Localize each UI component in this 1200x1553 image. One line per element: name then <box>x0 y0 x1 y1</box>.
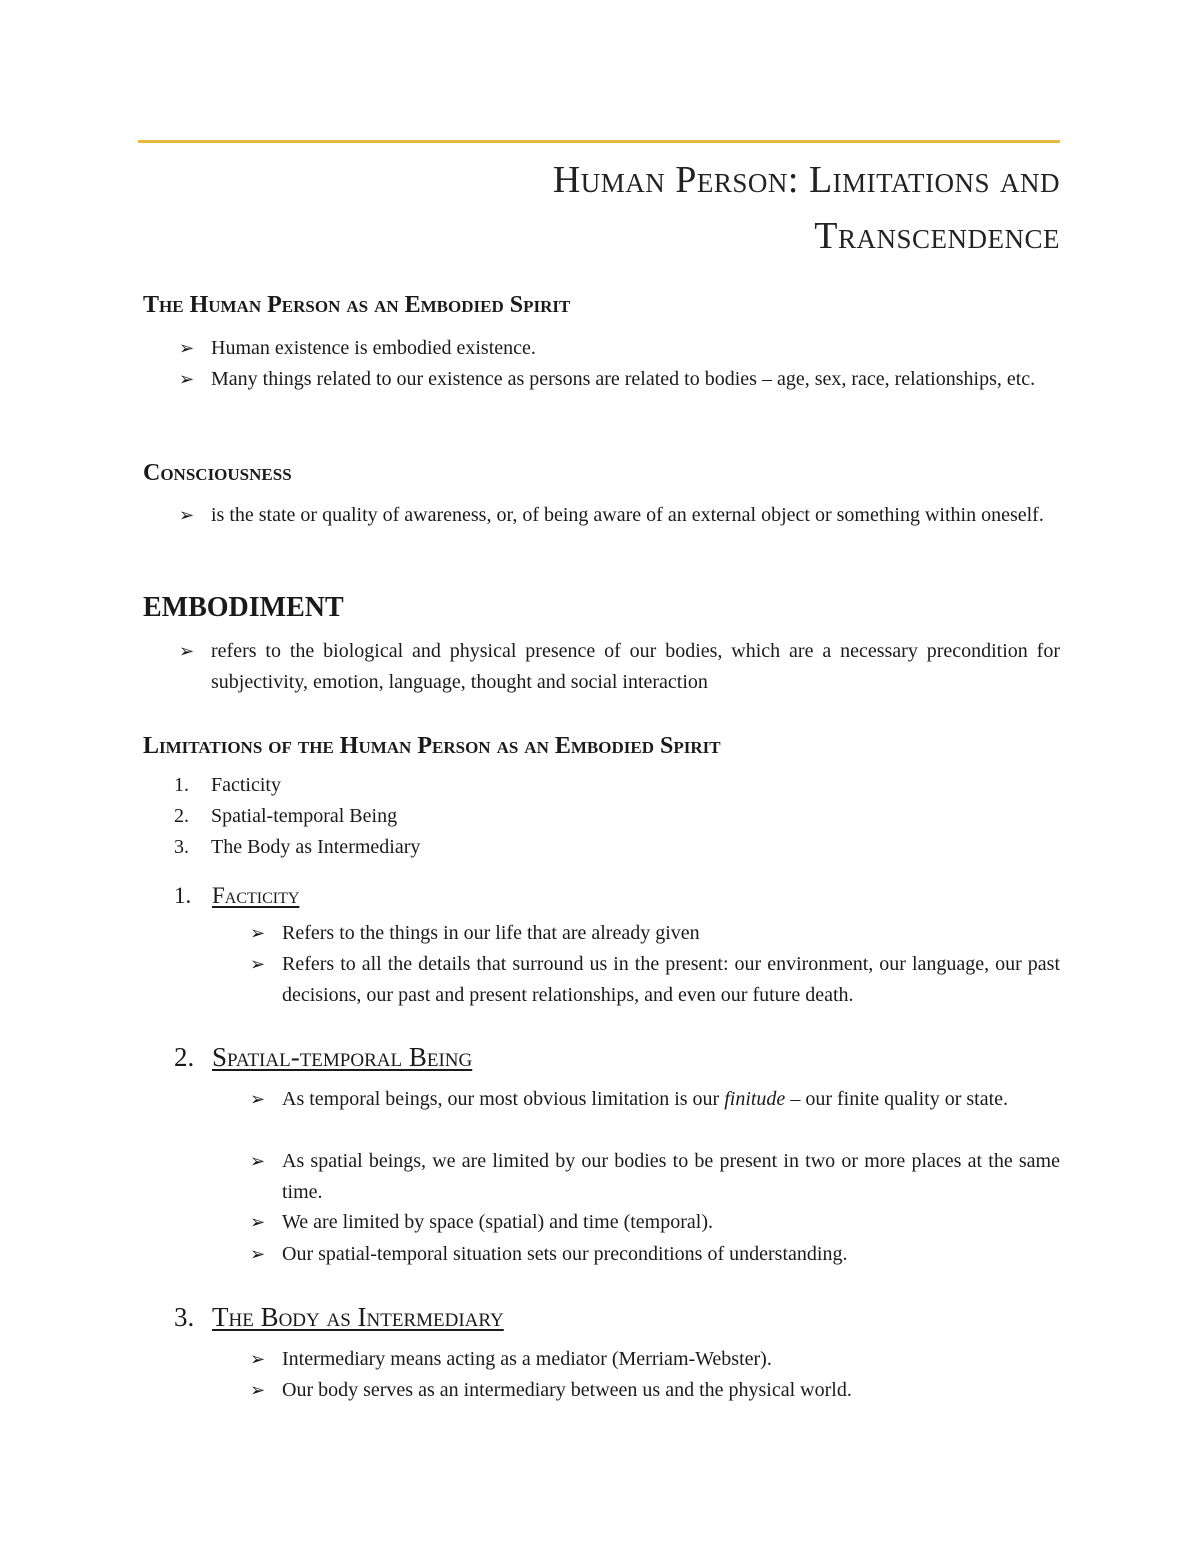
bullet-item <box>250 1084 1060 1115</box>
bullet-item <box>250 1344 1060 1375</box>
bullet-item <box>250 949 1060 1011</box>
bullet-text: We are limited by space (spatial) and time (temporal). <box>282 1211 713 1233</box>
item-label: The Body as Intermediary <box>211 836 421 858</box>
heading-limitations: Limitations of the Human Person as an Embodied Spirit <box>143 733 721 759</box>
item-number: 2. <box>174 805 189 827</box>
bullet-item <box>179 333 1060 364</box>
document-title <box>138 152 1060 264</box>
item-number: 3. <box>174 836 189 858</box>
subheading-text: Spatial-temporal Being <box>212 1042 473 1072</box>
bullet-text: Our spatial-temporal situation sets our preconditions of understanding. <box>282 1243 848 1265</box>
bullet-text: As spatial beings, we are limited by our bodies to be present in two or more places at the same time. <box>282 1150 1060 1203</box>
arrow-bullet-icon: ➢ <box>250 954 266 975</box>
subheading-number: 3. <box>174 1302 195 1332</box>
title-line-1: Human Person: Limitations and <box>552 159 1060 201</box>
arrow-bullet-icon: ➢ <box>179 369 195 390</box>
bullet-item <box>250 1207 1060 1238</box>
bullet-item <box>250 1375 1060 1406</box>
bullet-text: Our body serves as an intermediary between us and the physical world. <box>282 1379 852 1401</box>
subheading-facticity <box>174 883 299 909</box>
arrow-bullet-icon: ➢ <box>250 1212 266 1233</box>
bullet-text: – our finite quality or state. <box>785 1088 1009 1110</box>
arrow-bullet-icon: ➢ <box>179 338 195 359</box>
heading-embodiment: EMBODIMENT <box>143 592 344 623</box>
bullet-item <box>179 364 1060 395</box>
arrow-bullet-icon: ➢ <box>250 1244 266 1265</box>
bullet-text: Refers to the things in our life that are already given <box>282 922 700 944</box>
numbered-item <box>174 801 398 832</box>
bullet-item <box>250 918 1060 949</box>
item-number: 1. <box>174 774 189 796</box>
heading-consciousness: Consciousness <box>143 460 292 486</box>
subheading-number: 2. <box>174 1042 195 1072</box>
item-label: Spatial-temporal Being <box>211 805 398 827</box>
subheading-text: The Body as Intermediary <box>212 1302 504 1332</box>
bullet-item <box>179 636 1060 698</box>
numbered-item <box>174 832 421 863</box>
bullet-text: Human existence is embodied existence. <box>211 337 536 359</box>
arrow-bullet-icon: ➢ <box>250 1089 266 1110</box>
item-label: Facticity <box>211 774 281 796</box>
subheading-body-intermediary <box>174 1302 504 1333</box>
bullet-text: Intermediary means acting as a mediator (Merriam-Webster). <box>282 1348 772 1370</box>
bullet-item <box>250 1239 1060 1270</box>
subheading-number: 1. <box>174 883 192 908</box>
arrow-bullet-icon: ➢ <box>250 1349 266 1370</box>
bullet-item <box>250 1146 1060 1208</box>
bullet-text: Many things related to our existence as persons are related to bodies – age, sex, race, relationships, etc. <box>211 368 1036 390</box>
arrow-bullet-icon: ➢ <box>250 1380 266 1401</box>
subheading-text: Facticity <box>212 883 300 908</box>
arrow-bullet-icon: ➢ <box>250 923 266 944</box>
heading-embodied-spirit: The Human Person as an Embodied Spirit <box>143 292 571 318</box>
bullet-text: Refers to all the details that surround us in the present: our environment, our language, our past decisions, our past and present relationships, and even our future death. <box>282 953 1060 1006</box>
bullet-text: refers to the biological and physical presence of our bodies, which are a necessary precondition for subjectivity, emotion, language, thought and social interaction <box>211 640 1060 693</box>
arrow-bullet-icon: ➢ <box>179 505 195 526</box>
title-line-2: Transcendence <box>814 215 1060 257</box>
arrow-bullet-icon: ➢ <box>250 1151 266 1172</box>
numbered-item <box>174 770 281 801</box>
arrow-bullet-icon: ➢ <box>179 641 195 662</box>
bullet-text: is the state or quality of awareness, or, of being aware of an external object or something within oneself. <box>211 504 1044 526</box>
bullet-text: As temporal beings, our most obvious limitation is our <box>282 1088 725 1110</box>
bullet-item <box>179 500 1060 531</box>
emphasis-term: finitude <box>724 1088 786 1110</box>
header-rule <box>138 140 1060 143</box>
subheading-spatial-temporal <box>174 1042 472 1073</box>
